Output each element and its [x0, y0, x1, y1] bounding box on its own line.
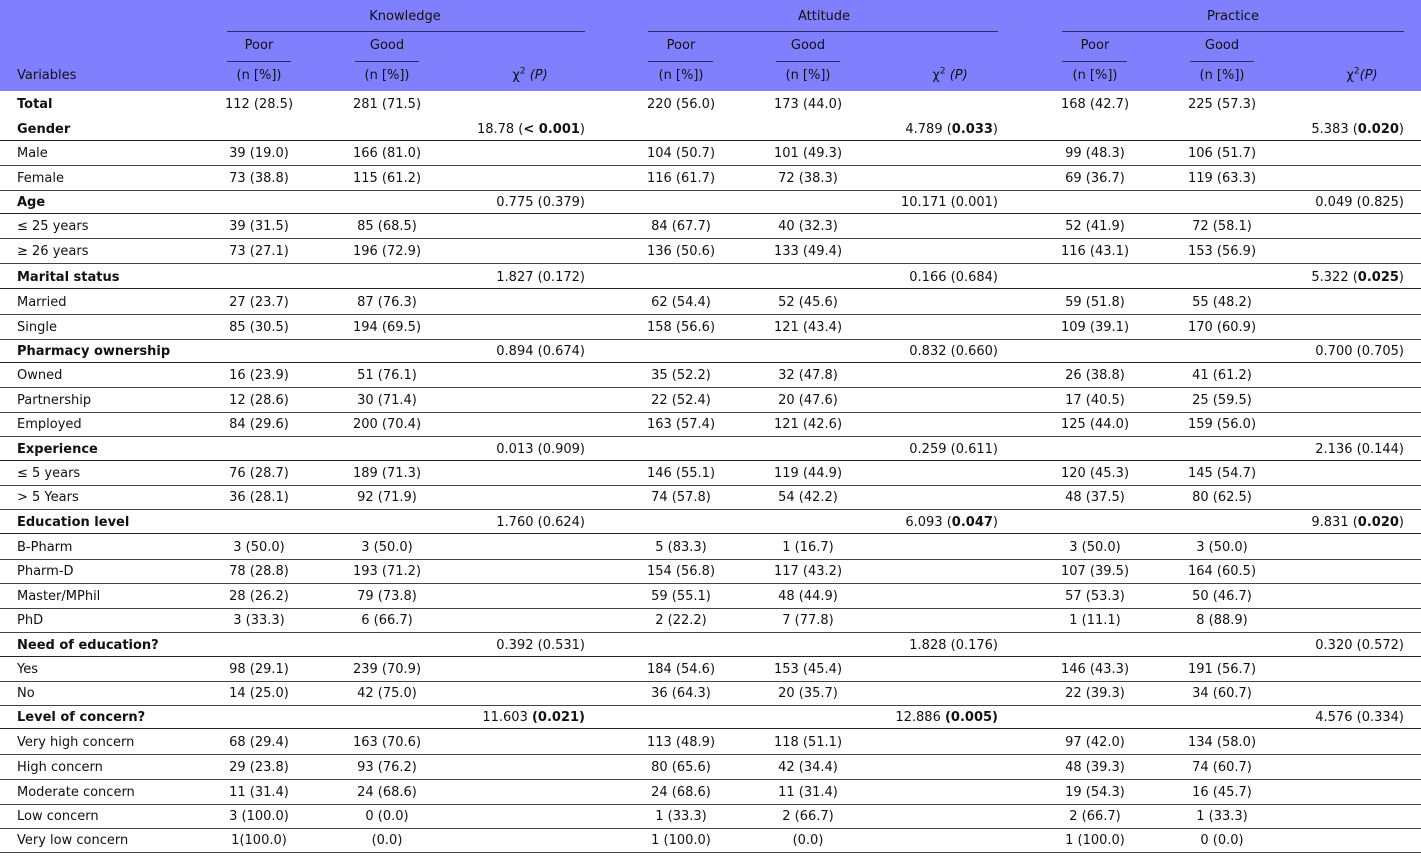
value-cell: 1 (16.7)	[782, 540, 834, 555]
p-poor-line	[1062, 61, 1127, 62]
value-cell: 3 (100.0)	[229, 809, 289, 824]
value-cell: 5 (83.3)	[655, 540, 707, 555]
chi-square-cell: 2.136 (0.144)	[1315, 442, 1404, 457]
value-cell: 26 (38.8)	[1065, 368, 1125, 383]
practice-good-header: Good	[1204, 38, 1240, 53]
value-cell: 29 (23.8)	[229, 760, 289, 775]
row-label: Female	[17, 171, 65, 186]
value-cell: 51 (76.1)	[357, 368, 417, 383]
chi-square-cell: 5.383 (0.020)	[1311, 122, 1404, 137]
category-divider	[0, 213, 1421, 214]
row-label: Very high concern	[17, 735, 135, 750]
value-cell: 62 (54.4)	[651, 295, 711, 310]
k-good-npct: (n [%])	[364, 68, 410, 83]
table-row	[0, 291, 1421, 315]
value-cell: 98 (29.1)	[229, 662, 289, 677]
row-label: Age	[17, 195, 46, 210]
value-cell: 80 (62.5)	[1192, 490, 1252, 505]
value-cell: 36 (28.1)	[229, 490, 289, 505]
row-divider	[0, 852, 1421, 853]
category-divider	[0, 460, 1421, 461]
chi-square-cell: 0.700 (0.705)	[1315, 344, 1404, 359]
row-divider	[0, 165, 1421, 166]
value-cell: 116 (61.7)	[646, 171, 716, 186]
practice-poor-header: Poor	[1080, 38, 1110, 53]
category-divider	[0, 533, 1421, 534]
chi-square-cell: 0.259 (0.611)	[909, 442, 998, 457]
value-cell: 79 (73.8)	[357, 589, 417, 604]
value-cell: 52 (45.6)	[778, 295, 838, 310]
value-cell: 125 (44.0)	[1060, 417, 1130, 432]
value-cell: 1 (11.1)	[1069, 613, 1121, 628]
row-label: Low concern	[17, 809, 99, 824]
category-divider	[0, 362, 1421, 363]
value-cell: 1 (33.3)	[1196, 809, 1248, 824]
value-cell: 3 (33.3)	[233, 613, 285, 628]
value-cell: 48 (44.9)	[778, 589, 838, 604]
value-cell: 48 (37.5)	[1065, 490, 1125, 505]
table-row	[0, 756, 1421, 780]
value-cell: 166 (81.0)	[352, 146, 422, 161]
value-cell: 73 (38.8)	[229, 171, 289, 186]
value-cell: 72 (38.3)	[778, 171, 838, 186]
row-label: Experience	[17, 442, 98, 457]
value-cell: 112 (28.5)	[224, 97, 294, 112]
row-label: Pharmacy ownership	[17, 344, 171, 359]
value-cell: 8 (88.9)	[1196, 613, 1248, 628]
value-cell: (0.0)	[371, 833, 403, 848]
value-cell: 281 (71.5)	[352, 97, 422, 112]
value-cell: 191 (56.7)	[1187, 662, 1257, 677]
value-cell: 27 (23.7)	[229, 295, 289, 310]
value-cell: 1(100.0)	[231, 833, 287, 848]
row-label: Gender	[17, 122, 71, 137]
value-cell: 74 (60.7)	[1192, 760, 1252, 775]
table-row	[0, 413, 1421, 437]
k-poor-npct: (n [%])	[236, 68, 282, 83]
value-cell: 48 (39.3)	[1065, 760, 1125, 775]
value-cell: 35 (52.2)	[651, 368, 711, 383]
value-cell: 16 (45.7)	[1192, 785, 1252, 800]
value-cell: 74 (57.8)	[651, 490, 711, 505]
value-cell: 39 (19.0)	[229, 146, 289, 161]
value-cell: 3 (50.0)	[1196, 540, 1248, 555]
value-cell: 69 (36.7)	[1065, 171, 1125, 186]
value-cell: 84 (29.6)	[229, 417, 289, 432]
table-row	[0, 585, 1421, 609]
value-cell: 42 (75.0)	[357, 686, 417, 701]
chi-square-cell: 1.760 (0.624)	[496, 515, 585, 530]
value-cell: 118 (51.1)	[773, 735, 843, 750]
value-cell: 3 (50.0)	[1069, 540, 1121, 555]
chi-square-cell: 10.171 (0.001)	[901, 195, 998, 210]
row-label: > 5 Years	[17, 490, 79, 505]
row-label: Level of concern?	[17, 710, 146, 725]
value-cell: 16 (23.9)	[229, 368, 289, 383]
value-cell: 3 (50.0)	[361, 540, 413, 555]
value-cell: 59 (55.1)	[651, 589, 711, 604]
value-cell: 113 (48.9)	[646, 735, 716, 750]
row-label: Yes	[17, 662, 38, 677]
knowledge-good-header: Good	[369, 38, 405, 53]
value-cell: 104 (50.7)	[646, 146, 716, 161]
chi-square-cell: 0.775 (0.379)	[496, 195, 585, 210]
value-cell: 99 (48.3)	[1065, 146, 1125, 161]
table-row	[0, 364, 1421, 388]
value-cell: 55 (48.2)	[1192, 295, 1252, 310]
a-poor-line	[648, 61, 713, 62]
value-cell: 163 (70.6)	[352, 735, 422, 750]
value-cell: 119 (63.3)	[1187, 171, 1257, 186]
table-row	[0, 142, 1421, 166]
value-cell: 184 (54.6)	[646, 662, 716, 677]
value-cell: 28 (26.2)	[229, 589, 289, 604]
table-row	[0, 829, 1421, 853]
value-cell: 115 (61.2)	[352, 171, 422, 186]
value-cell: 158 (56.6)	[646, 320, 716, 335]
value-cell: 78 (28.8)	[229, 564, 289, 579]
row-divider	[0, 263, 1421, 264]
value-cell: 1 (33.3)	[655, 809, 707, 824]
chi-square-cell: 9.831 (0.020)	[1311, 515, 1404, 530]
knowledge-span-line	[227, 31, 585, 32]
value-cell: 159 (56.0)	[1187, 417, 1257, 432]
value-cell: 36 (64.3)	[651, 686, 711, 701]
table-row	[0, 389, 1421, 413]
value-cell: 116 (43.1)	[1060, 244, 1130, 259]
value-cell: 32 (47.8)	[778, 368, 838, 383]
value-cell: 30 (71.4)	[357, 393, 417, 408]
value-cell: 153 (45.4)	[773, 662, 843, 677]
chi-square-cell: 4.789 (0.033)	[905, 122, 998, 137]
value-cell: 39 (31.5)	[229, 219, 289, 234]
value-cell: 85 (68.5)	[357, 219, 417, 234]
row-divider	[0, 314, 1421, 315]
category-row	[0, 340, 1421, 364]
value-cell: 146 (55.1)	[646, 466, 716, 481]
row-label: ≤ 25 years	[17, 219, 89, 234]
value-cell: 50 (46.7)	[1192, 589, 1252, 604]
value-cell: 119 (44.9)	[773, 466, 843, 481]
value-cell: 106 (51.7)	[1187, 146, 1257, 161]
value-cell: 93 (76.2)	[357, 760, 417, 775]
value-cell: 239 (70.9)	[352, 662, 422, 677]
a-good-npct: (n [%])	[785, 68, 831, 83]
row-label: Education level	[17, 515, 130, 530]
value-cell: 107 (39.5)	[1060, 564, 1130, 579]
a-good-line	[776, 61, 840, 62]
value-cell: 6 (66.7)	[361, 613, 413, 628]
chi-square-cell: 0.166 (0.684)	[909, 270, 998, 285]
category-row	[0, 511, 1421, 535]
row-label: High concern	[17, 760, 103, 775]
value-cell: 1 (100.0)	[1065, 833, 1125, 848]
value-cell: 117 (43.2)	[773, 564, 843, 579]
table-row	[0, 215, 1421, 239]
row-label: Total	[17, 97, 53, 112]
value-cell: 24 (68.6)	[357, 785, 417, 800]
row-label: Need of education?	[17, 638, 159, 653]
variables-header: Variables	[17, 68, 77, 83]
value-cell: 87 (76.3)	[357, 295, 417, 310]
value-cell: 194 (69.5)	[352, 320, 422, 335]
category-divider	[0, 140, 1421, 141]
value-cell: 121 (43.4)	[773, 320, 843, 335]
row-label: Employed	[17, 417, 82, 432]
row-divider	[0, 387, 1421, 388]
chi-square-cell: 0.832 (0.660)	[909, 344, 998, 359]
category-divider	[0, 656, 1421, 657]
table-row	[0, 462, 1421, 486]
value-cell: 173 (44.0)	[773, 97, 843, 112]
row-label: Very low concern	[17, 833, 129, 848]
value-cell: 72 (58.1)	[1192, 219, 1252, 234]
row-label: Single	[17, 320, 57, 335]
value-cell: 14 (25.0)	[229, 686, 289, 701]
value-cell: 12 (28.6)	[229, 393, 289, 408]
chi-square-cell: 1.828 (0.176)	[909, 638, 998, 653]
value-cell: 57 (53.3)	[1065, 589, 1125, 604]
value-cell: 109 (39.1)	[1060, 320, 1130, 335]
value-cell: 2 (22.2)	[655, 613, 707, 628]
category-row	[0, 266, 1421, 290]
table-row	[0, 609, 1421, 633]
value-cell: 225 (57.3)	[1187, 97, 1257, 112]
value-cell: 220 (56.0)	[646, 97, 716, 112]
value-cell: 0 (0.0)	[365, 809, 409, 824]
chi-square-cell: 6.093 (0.047)	[905, 515, 998, 530]
group-knowledge: Knowledge	[369, 9, 441, 24]
chi-square-cell: 0.013 (0.909)	[496, 442, 585, 457]
row-label: Male	[17, 146, 48, 161]
row-divider	[0, 632, 1421, 633]
value-cell: 193 (71.2)	[352, 564, 422, 579]
row-label: Partnership	[17, 393, 92, 408]
value-cell: 121 (42.6)	[773, 417, 843, 432]
value-cell: 200 (70.4)	[352, 417, 422, 432]
row-divider	[0, 509, 1421, 510]
value-cell: 11 (31.4)	[229, 785, 289, 800]
category-row	[0, 118, 1421, 142]
row-label: Master/MPhil	[17, 589, 101, 604]
row-label: Owned	[17, 368, 63, 383]
value-cell: 3 (50.0)	[233, 540, 285, 555]
value-cell: 40 (32.3)	[778, 219, 838, 234]
chi-square-cell: 11.603 (0.021)	[482, 710, 585, 725]
value-cell: 133 (49.4)	[773, 244, 843, 259]
category-row	[0, 706, 1421, 730]
row-label: Pharm-D	[17, 564, 74, 579]
value-cell: 41 (61.2)	[1192, 368, 1252, 383]
value-cell: 85 (30.5)	[229, 320, 289, 335]
value-cell: 24 (68.6)	[651, 785, 711, 800]
row-label: B-Pharm	[17, 540, 73, 555]
row-divider	[0, 436, 1421, 437]
category-row	[0, 93, 1421, 117]
chi-square-cell: 1.827 (0.172)	[496, 270, 585, 285]
value-cell: 54 (42.2)	[778, 490, 838, 505]
value-cell: 11 (31.4)	[778, 785, 838, 800]
value-cell: 80 (65.6)	[651, 760, 711, 775]
value-cell: 17 (40.5)	[1065, 393, 1125, 408]
table-row	[0, 781, 1421, 805]
table-row	[0, 682, 1421, 706]
value-cell: 22 (52.4)	[651, 393, 711, 408]
value-cell: 154 (56.8)	[646, 564, 716, 579]
chi-square-cell: 4.576 (0.334)	[1315, 710, 1404, 725]
value-cell: 73 (27.1)	[229, 244, 289, 259]
value-cell: 42 (34.4)	[778, 760, 838, 775]
chi-square-cell: 0.894 (0.674)	[496, 344, 585, 359]
knowledge-poor-header: Poor	[244, 38, 274, 53]
row-divider	[0, 754, 1421, 755]
table-row	[0, 486, 1421, 510]
value-cell: 97 (42.0)	[1065, 735, 1125, 750]
value-cell: 146 (43.3)	[1060, 662, 1130, 677]
chi-square-cell: 5.322 (0.025)	[1311, 270, 1404, 285]
value-cell: 76 (28.7)	[229, 466, 289, 481]
category-row	[0, 191, 1421, 215]
value-cell: 20 (35.7)	[778, 686, 838, 701]
value-cell: 1 (100.0)	[651, 833, 711, 848]
value-cell: 52 (41.9)	[1065, 219, 1125, 234]
value-cell: 170 (60.9)	[1187, 320, 1257, 335]
value-cell: 25 (59.5)	[1192, 393, 1252, 408]
category-row	[0, 634, 1421, 658]
p-good-npct: (n [%])	[1199, 68, 1245, 83]
row-label: No	[17, 686, 35, 701]
row-label: Moderate concern	[17, 785, 135, 800]
value-cell: 153 (56.9)	[1187, 244, 1257, 259]
attitude-good-header: Good	[790, 38, 826, 53]
value-cell: 168 (42.7)	[1060, 97, 1130, 112]
value-cell: 7 (77.8)	[782, 613, 834, 628]
value-cell: 2 (66.7)	[782, 809, 834, 824]
value-cell: (0.0)	[792, 833, 824, 848]
value-cell: 92 (71.9)	[357, 490, 417, 505]
row-label: PhD	[17, 613, 44, 628]
value-cell: 134 (58.0)	[1187, 735, 1257, 750]
category-row	[0, 438, 1421, 462]
value-cell: 196 (72.9)	[352, 244, 422, 259]
p-good-line	[1190, 61, 1254, 62]
k-good-line	[355, 61, 419, 62]
p-chi-header: $\chi^2(P)$	[1346, 66, 1378, 83]
row-label: Marital status	[17, 270, 120, 285]
row-label: ≥ 26 years	[17, 244, 89, 259]
chi-square-cell: 12.886 (0.005)	[895, 710, 998, 725]
group-attitude: Attitude	[797, 9, 851, 24]
row-divider	[0, 779, 1421, 780]
row-divider	[0, 583, 1421, 584]
value-cell: 59 (51.8)	[1065, 295, 1125, 310]
a-chi-header: $\chi^2$ (P)	[932, 66, 968, 83]
table-row	[0, 731, 1421, 755]
value-cell: 136 (50.6)	[646, 244, 716, 259]
table-row	[0, 316, 1421, 340]
group-practice: Practice	[1207, 9, 1259, 24]
value-cell: 68 (29.4)	[229, 735, 289, 750]
table-row	[0, 240, 1421, 264]
a-poor-npct: (n [%])	[658, 68, 704, 83]
chi-square-cell: 0.049 (0.825)	[1315, 195, 1404, 210]
category-divider	[0, 288, 1421, 289]
value-cell: 164 (60.5)	[1187, 564, 1257, 579]
table-row	[0, 536, 1421, 560]
k-poor-line	[227, 61, 291, 62]
value-cell: 189 (71.3)	[352, 466, 422, 481]
category-divider	[0, 728, 1421, 729]
chi-square-cell: 0.320 (0.572)	[1315, 638, 1404, 653]
attitude-poor-header: Poor	[666, 38, 696, 53]
value-cell: 22 (39.3)	[1065, 686, 1125, 701]
row-label: Married	[17, 295, 67, 310]
practice-span-line	[1062, 31, 1404, 32]
chi-square-cell: 18.78 (< 0.001)	[476, 122, 585, 137]
table-row	[0, 167, 1421, 191]
value-cell: 19 (54.3)	[1065, 785, 1125, 800]
value-cell: 163 (57.4)	[646, 417, 716, 432]
value-cell: 101 (49.3)	[773, 146, 843, 161]
table-row	[0, 560, 1421, 584]
k-chi-header: $\chi^2$ (P)	[512, 66, 548, 83]
value-cell: 34 (60.7)	[1192, 686, 1252, 701]
value-cell: 0 (0.0)	[1200, 833, 1244, 848]
value-cell: 20 (47.6)	[778, 393, 838, 408]
table-row	[0, 805, 1421, 829]
value-cell: 84 (67.7)	[651, 219, 711, 234]
value-cell: 2 (66.7)	[1069, 809, 1121, 824]
row-label: ≤ 5 years	[17, 466, 81, 481]
table-row	[0, 658, 1421, 682]
p-poor-npct: (n [%])	[1072, 68, 1118, 83]
row-divider	[0, 238, 1421, 239]
table-header	[0, 0, 1421, 91]
value-cell: 120 (45.3)	[1060, 466, 1130, 481]
chi-square-cell: 0.392 (0.531)	[496, 638, 585, 653]
value-cell: 145 (54.7)	[1187, 466, 1257, 481]
attitude-span-line	[648, 31, 998, 32]
